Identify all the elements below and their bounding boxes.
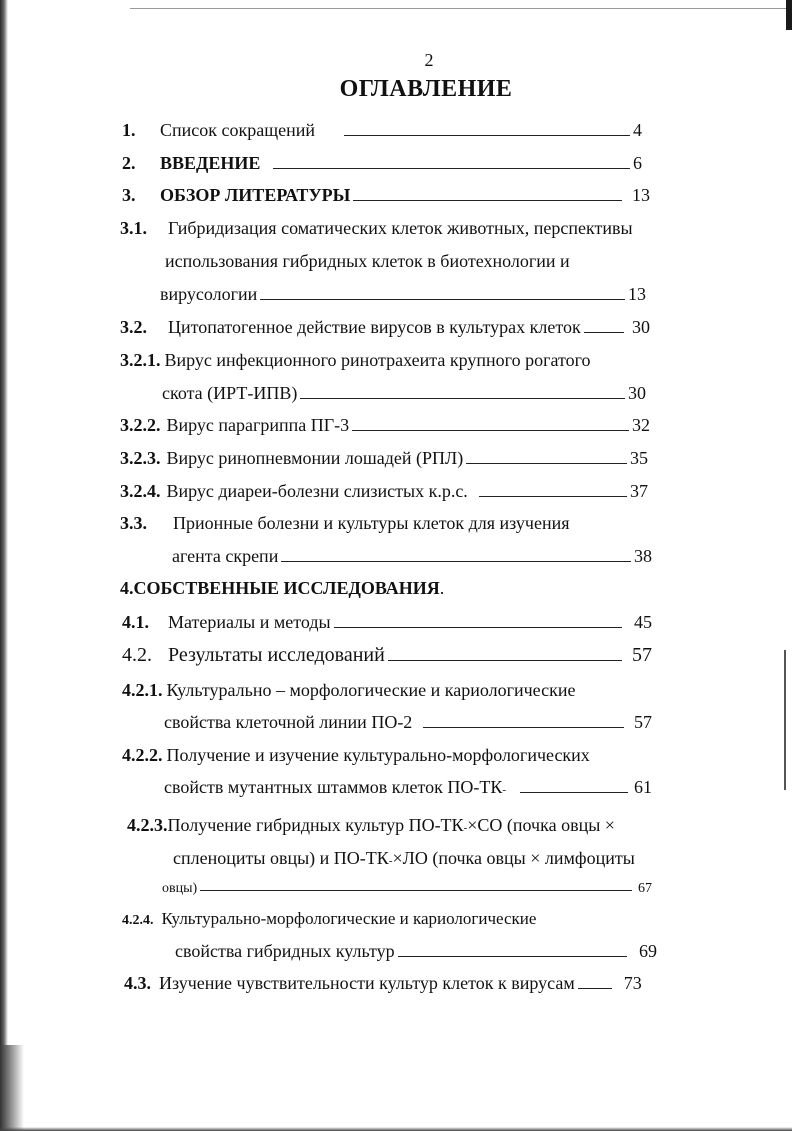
toc-entry [124, 970, 652, 996]
dot-leader [353, 182, 622, 201]
toc-entry [122, 609, 652, 635]
dot-leader [584, 314, 624, 333]
toc-entry-title: ОБЗОР ЛИТЕРАТУРЫ [160, 185, 351, 205]
toc-entry-title: Изучение чувствительности культур клеток к вирусам [159, 973, 575, 993]
toc-entry-page: 37 [630, 481, 648, 501]
toc-entry-page: 38 [634, 546, 652, 566]
toc-entry-continuation [164, 709, 652, 735]
toc-entry-title: использования гибридных клеток в биотехнологии и [165, 251, 570, 271]
toc-entry-number: 1. [122, 120, 136, 140]
page-title: ОГЛАВЛЕНИЕ [339, 76, 513, 102]
toc-entry-title: свойств мутантных штаммов клеток ПО-ТК [164, 777, 503, 797]
toc-entry-page: 67 [638, 881, 652, 896]
toc-entry-title: вирусологии [160, 284, 258, 304]
toc-entry-title: Культурально-морфологические и кариологические [161, 909, 537, 928]
toc-entry-number: 3.1. [120, 218, 147, 238]
toc-entry [122, 182, 650, 208]
toc-entry-title: Результаты исследований [168, 644, 385, 666]
toc-entry-title: Материалы и методы [168, 612, 331, 632]
toc-entry-number: 4.2.2. [122, 745, 163, 765]
toc-entry-number: 3.2.1. [120, 350, 161, 370]
toc-entry-trail: . [439, 578, 445, 598]
dot-leader [334, 609, 622, 628]
dot-leader [273, 150, 630, 169]
toc-entry-number: 4.3. [124, 973, 151, 993]
toc-entry-title: Вирус парагриппа ПГ-3 [166, 415, 350, 435]
toc-entry-title: спленоциты овцы) и ПО-ТК [173, 848, 389, 868]
toc-entry-continuation [164, 774, 652, 800]
toc-entry [120, 215, 650, 241]
toc-entry-title: ВВЕДЕНИЕ [160, 153, 261, 173]
toc-entry-continuation [162, 380, 646, 406]
toc-entry [120, 510, 650, 536]
toc-entry-number: 4.2.1. [122, 680, 163, 700]
toc-entry-page: 6 [633, 153, 642, 173]
toc-entry-continuation [162, 876, 652, 902]
superscript-minus: - [463, 822, 468, 834]
dot-leader [200, 876, 632, 891]
dot-leader [479, 478, 627, 497]
scan-corner-mark [786, 0, 792, 30]
toc-entry [120, 478, 648, 504]
dot-leader [388, 642, 622, 661]
toc-entry [122, 906, 652, 932]
toc-entry-page: 61 [634, 777, 652, 797]
toc-entry-page: 45 [634, 612, 652, 632]
toc-entry [122, 742, 652, 768]
toc-entry-number: 3.2.2. [120, 415, 161, 435]
toc-entry-page: 30 [632, 317, 650, 337]
toc-entry-number: 4.1. [122, 612, 149, 632]
dot-leader [344, 117, 630, 136]
scan-left-smudge [0, 1045, 24, 1131]
toc-entry [127, 812, 652, 838]
scan-bottom-edge [0, 1127, 792, 1131]
toc-entry-number: 4.2.3. [127, 815, 168, 835]
toc-entry-title: Получение гибридных культур ПО-ТК [167, 815, 464, 835]
toc-entry-page: 69 [639, 941, 657, 961]
dot-leader [260, 281, 625, 300]
toc-section-heading [120, 575, 520, 601]
toc-entry-title: 4.СОБСТВЕННЫЕ ИССЛЕДОВАНИЯ [120, 578, 440, 598]
toc-entry [120, 314, 650, 340]
toc-entry-page: 13 [632, 185, 650, 205]
toc-entry-title: Вирус диареи-болезни слизистых к.р.с. [166, 481, 468, 501]
toc-entry-number: 3.2.3. [120, 448, 161, 468]
toc-entry-title: Вирус инфекционного ринотрахеита крупного рогатого [164, 350, 591, 370]
toc-entry-continuation [160, 281, 646, 307]
toc-entry-title: Список сокращений [160, 120, 315, 140]
toc-entry [122, 150, 642, 176]
superscript-minus: - [502, 784, 507, 796]
toc-entry [120, 445, 648, 471]
toc-entry-number: 3.2. [120, 317, 147, 337]
toc-entry-continuation [172, 543, 652, 569]
toc-entry-continuation [173, 845, 648, 871]
dot-leader [423, 709, 624, 728]
toc-entry-title: Культурально – морфологические и кариологические [166, 680, 576, 700]
toc-entry-page: 13 [628, 284, 646, 304]
toc-entry-title: свойства гибридных культур [175, 941, 395, 961]
toc-entry-title: свойства клеточной линии ПО-2 [164, 712, 413, 732]
toc-entry [120, 347, 650, 373]
toc-entry-number: 2. [122, 153, 136, 173]
page-number: 2 [424, 50, 434, 70]
dot-leader [578, 970, 612, 989]
scan-left-edge [0, 0, 8, 1131]
toc-entry-number: 4.2.4. [122, 913, 154, 928]
toc-entry-number: 3.3. [120, 513, 147, 533]
toc-entry [120, 412, 650, 438]
toc-entry [122, 677, 652, 703]
dot-leader [352, 412, 629, 431]
superscript-minus: - [388, 855, 393, 867]
toc-entry-number: 3.2.4. [120, 481, 161, 501]
toc-entry-title: Гибридизация соматических клеток животных, перспективы [168, 218, 633, 238]
toc-entry-page: 57 [632, 644, 652, 666]
toc-entry-number: 4.2. [122, 644, 152, 666]
toc-entry-title: Вирус ринопневмонии лошадей (РПЛ) [166, 448, 464, 468]
dot-leader [281, 543, 631, 562]
toc-entry-page: 30 [628, 383, 646, 403]
toc-entry-title: ×ЛО (почка овцы × лимфоциты [392, 848, 635, 868]
toc-entry-title: скота (ИРТ-ИПВ) [162, 383, 298, 403]
toc-entry [122, 642, 652, 668]
toc-entry [122, 117, 642, 143]
toc-entry-title: Прионные болезни и культуры клеток для изучения [173, 513, 570, 533]
toc-entry-number: 3. [122, 185, 136, 205]
toc-entry-page: 4 [633, 120, 642, 140]
toc-entry-page: 32 [632, 415, 650, 435]
toc-entry-page: 57 [634, 712, 652, 732]
toc-entry-title: Получение и изучение культурально-морфологических [166, 745, 590, 765]
toc-entry-title: ×СО (почка овцы × [467, 815, 615, 835]
dot-leader [520, 774, 628, 793]
toc-entry-page: 35 [630, 448, 648, 468]
toc-entry-continuation [175, 938, 657, 964]
toc-entry-continuation [165, 248, 645, 274]
toc-entry-title: овцы) [162, 881, 198, 896]
dot-leader [466, 445, 627, 464]
scan-top-edge [130, 8, 792, 9]
toc-entry-page: 73 [623, 973, 642, 993]
dot-leader [398, 938, 627, 957]
toc-entry-title: Цитопатогенное действие вирусов в культурах клеток [168, 317, 581, 337]
toc-entry-title: агента скрепи [172, 546, 279, 566]
dot-leader [300, 380, 625, 399]
scan-right-mark [784, 650, 786, 790]
